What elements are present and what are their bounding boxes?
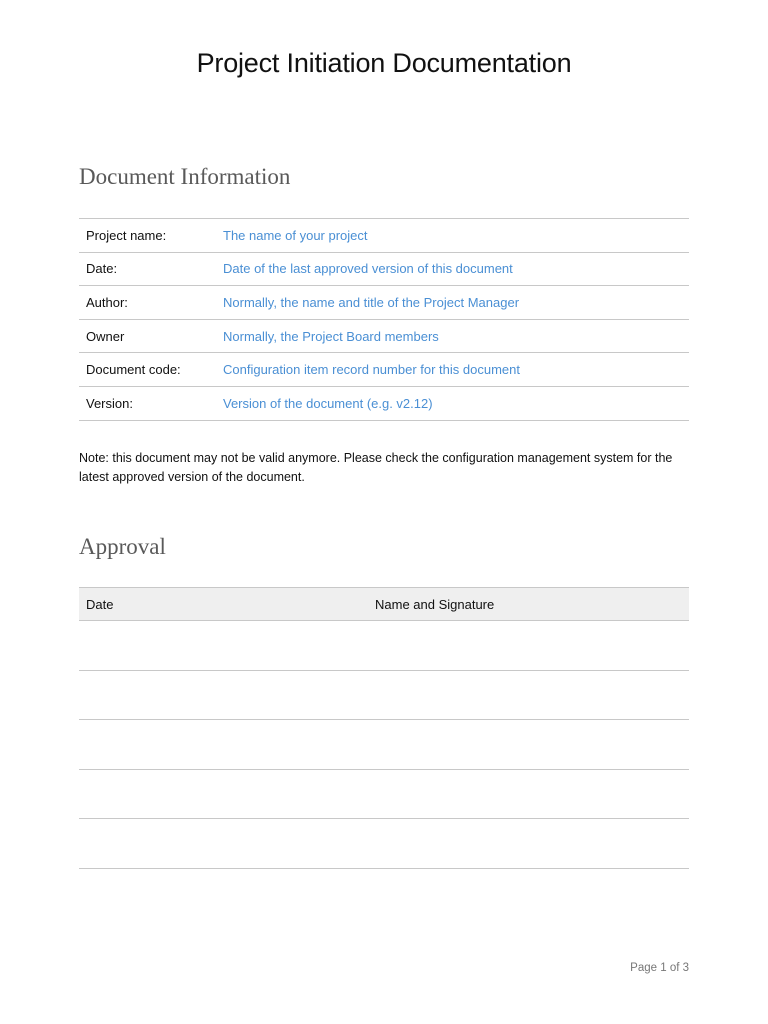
section-heading-approval: Approval bbox=[79, 534, 166, 559]
document-title: Project Initiation Documentation bbox=[196, 48, 572, 78]
document-information-table bbox=[79, 218, 689, 421]
approval-table bbox=[79, 587, 689, 869]
table-row bbox=[79, 621, 689, 671]
row-value: Configuration item record number for this document bbox=[216, 353, 689, 387]
table-row bbox=[79, 353, 689, 387]
table-row bbox=[79, 219, 689, 253]
row-label: Date: bbox=[79, 252, 216, 286]
row-value: Version of the document (e.g. v2.12) bbox=[216, 386, 689, 420]
column-header-date: Date bbox=[79, 588, 368, 621]
signature-cell bbox=[368, 720, 689, 770]
signature-cell bbox=[368, 670, 689, 720]
validity-note: Note: this document may not be valid anymore. Please check the configuration management system for the latest approved version of the document. bbox=[79, 451, 673, 484]
table-row bbox=[79, 286, 689, 320]
table-header-row bbox=[79, 588, 689, 621]
row-value: Normally, the Project Board members bbox=[216, 319, 689, 353]
signature-cell bbox=[368, 769, 689, 819]
row-label: Owner bbox=[79, 319, 216, 353]
table-row bbox=[79, 819, 689, 869]
row-value: Date of the last approved version of this document bbox=[216, 252, 689, 286]
signature-cell bbox=[368, 621, 689, 671]
row-label: Project name: bbox=[79, 219, 216, 253]
row-label: Version: bbox=[79, 386, 216, 420]
row-label: Author: bbox=[79, 286, 216, 320]
section-heading-document-information: Document Information bbox=[79, 164, 291, 189]
row-value: The name of your project bbox=[216, 219, 689, 253]
date-cell bbox=[79, 819, 368, 869]
date-cell bbox=[79, 621, 368, 671]
date-cell bbox=[79, 720, 368, 770]
row-value: Normally, the name and title of the Project Manager bbox=[216, 286, 689, 320]
table-row bbox=[79, 252, 689, 286]
signature-cell bbox=[368, 819, 689, 869]
table-row bbox=[79, 720, 689, 770]
page-number: Page 1 of 3 bbox=[630, 962, 689, 974]
row-label: Document code: bbox=[79, 353, 216, 387]
table-row bbox=[79, 769, 689, 819]
table-row bbox=[79, 386, 689, 420]
column-header-name-signature: Name and Signature bbox=[368, 588, 689, 621]
table-row bbox=[79, 319, 689, 353]
date-cell bbox=[79, 670, 368, 720]
table-row bbox=[79, 670, 689, 720]
date-cell bbox=[79, 769, 368, 819]
